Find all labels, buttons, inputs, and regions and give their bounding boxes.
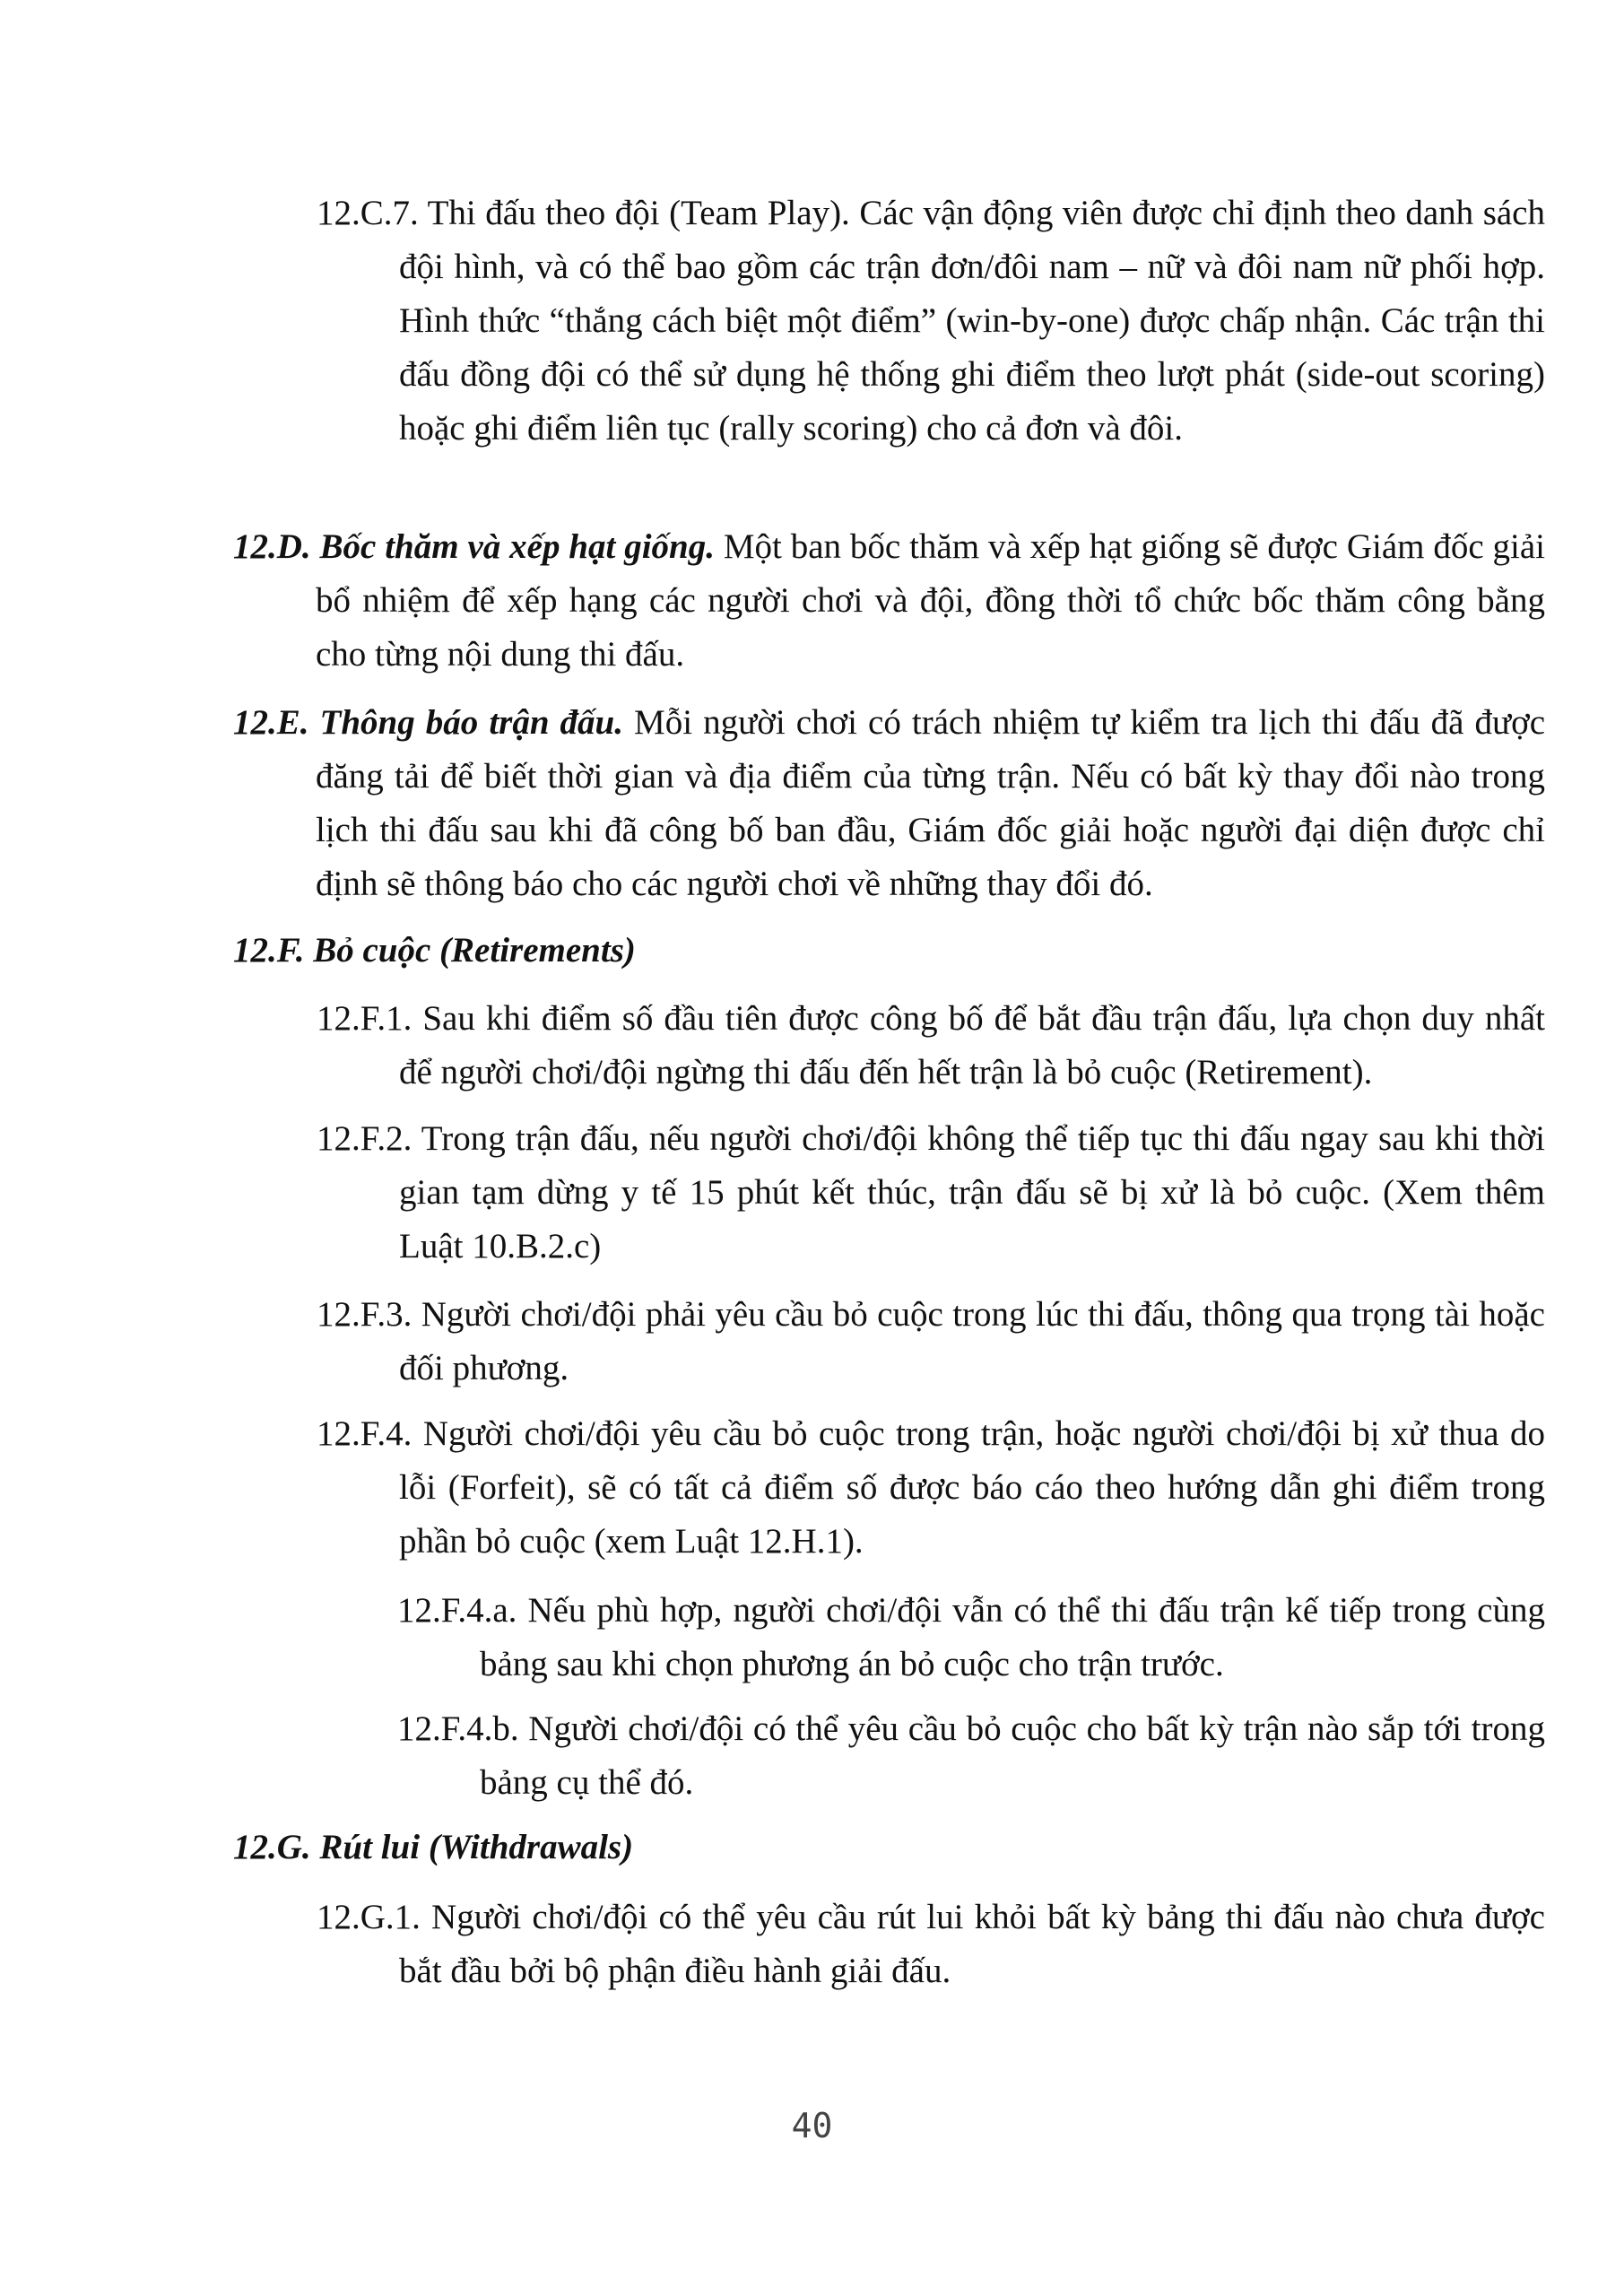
- rule-number: 12.F.4.: [317, 1414, 413, 1453]
- rule-12-f-4: [317, 1407, 1545, 1569]
- rule-text: Người chơi/đội có thể yêu cầu bỏ cuộc cho bất kỳ trận nào sắp tới trong bảng cụ thể đó.: [480, 1709, 1545, 1802]
- rule-12-f-4-a: [397, 1584, 1545, 1692]
- rule-number: 12.C.7.: [317, 194, 419, 232]
- rule-number: 12.F.2.: [317, 1119, 413, 1158]
- section-text: Mỗi người chơi có trách nhiệm tự kiểm tra lịch thi đấu đã được đăng tải để biết thời gian và địa điểm của từng trận. Nếu có bất kỳ thay đổi nào trong lịch thi đấu sau khi đã công bố ban đầu, Giám đốc giải hoặc người đại diện được chỉ định sẽ thông báo cho các người chơi về những thay đổi đó.: [316, 703, 1546, 903]
- rule-number: 12.F.4.a.: [397, 1591, 517, 1630]
- section-12-d: [233, 520, 1545, 682]
- section-text: Một ban bốc thăm và xếp hạt giống sẽ được Giám đốc giải bổ nhiệm để xếp hạng các người chơi và đội, đồng thời tổ chức bốc thăm công bằng cho từng nội dung thi đấu.: [316, 527, 1545, 674]
- section-heading: 12.G. Rút lui (Withdrawals): [233, 1828, 634, 1866]
- rule-12-c-7: [317, 187, 1545, 456]
- page-number: 40: [791, 2106, 833, 2145]
- rule-12-f-4-b: [397, 1702, 1545, 1810]
- rule-12-f-2: [317, 1112, 1545, 1274]
- rule-text: Nếu phù hợp, người chơi/đội vẫn có thể thi đấu trận kế tiếp trong cùng bảng sau khi chọn phương án bỏ cuộc cho trận trước.: [480, 1591, 1545, 1683]
- rule-text: Người chơi/đội có thể yêu cầu rút lui khỏi bất kỳ bảng thi đấu nào chưa được bắt đầu bởi bộ phận điều hành giải đấu.: [399, 1898, 1545, 1990]
- section-heading: 12.F. Bỏ cuộc (Retirements): [233, 931, 636, 970]
- section-12-g: [233, 1821, 1463, 1874]
- section-12-e: [233, 696, 1545, 911]
- rule-number: 12.F.1.: [317, 999, 413, 1038]
- rule-text: Trong trận đấu, nếu người chơi/đội không thể tiếp tục thi đấu ngay sau khi thời gian tạm dừng y tế 15 phút kết thúc, trận đấu sẽ bị xử là bỏ cuộc. (Xem thêm Luật 10.B.2.c): [399, 1119, 1545, 1265]
- rule-number: 12.G.1.: [317, 1898, 421, 1936]
- section-heading: 12.D. Bốc thăm và xếp hạt giống.: [233, 527, 715, 566]
- rule-text: Thi đấu theo đội (Team Play). Các vận động viên được chỉ định theo danh sách đội hình, và có thể bao gồm các trận đơn/đôi nam – nữ và đôi nam nữ phối hợp. Hình thức “thắng cách biệt một điểm” (win-by-one) được chấp nhận. Các trận thi đấu đồng đội có thể sử dụng hệ thống ghi điểm theo lượt phát (side-out scoring) hoặc ghi điểm liên tục (rally scoring) cho cả đơn và đôi.: [399, 194, 1545, 448]
- rule-number: 12.F.4.b.: [397, 1709, 519, 1748]
- rule-12-f-1: [317, 992, 1545, 1100]
- rule-number: 12.F.3.: [317, 1295, 413, 1334]
- rule-12-f-3: [317, 1288, 1545, 1396]
- section-12-f: [233, 924, 1463, 978]
- rule-text: Người chơi/đội yêu cầu bỏ cuộc trong trận, hoặc người chơi/đội bị xử thua do lỗi (Forfeit), sẽ có tất cả điểm số được báo cáo theo hướng dẫn ghi điểm trong phần bỏ cuộc (xem Luật 12.H.1).: [399, 1414, 1546, 1561]
- rule-text: Sau khi điểm số đầu tiên được công bố để bắt đầu trận đấu, lựa chọn duy nhất để người chơi/đội ngừng thi đấu đến hết trận là bỏ cuộc (Retirement).: [399, 999, 1546, 1091]
- rule-12-g-1: [317, 1891, 1545, 1998]
- rule-text: Người chơi/đội phải yêu cầu bỏ cuộc trong lúc thi đấu, thông qua trọng tài hoặc đối phương.: [399, 1295, 1545, 1387]
- section-heading: 12.E. Thông báo trận đấu.: [233, 703, 623, 742]
